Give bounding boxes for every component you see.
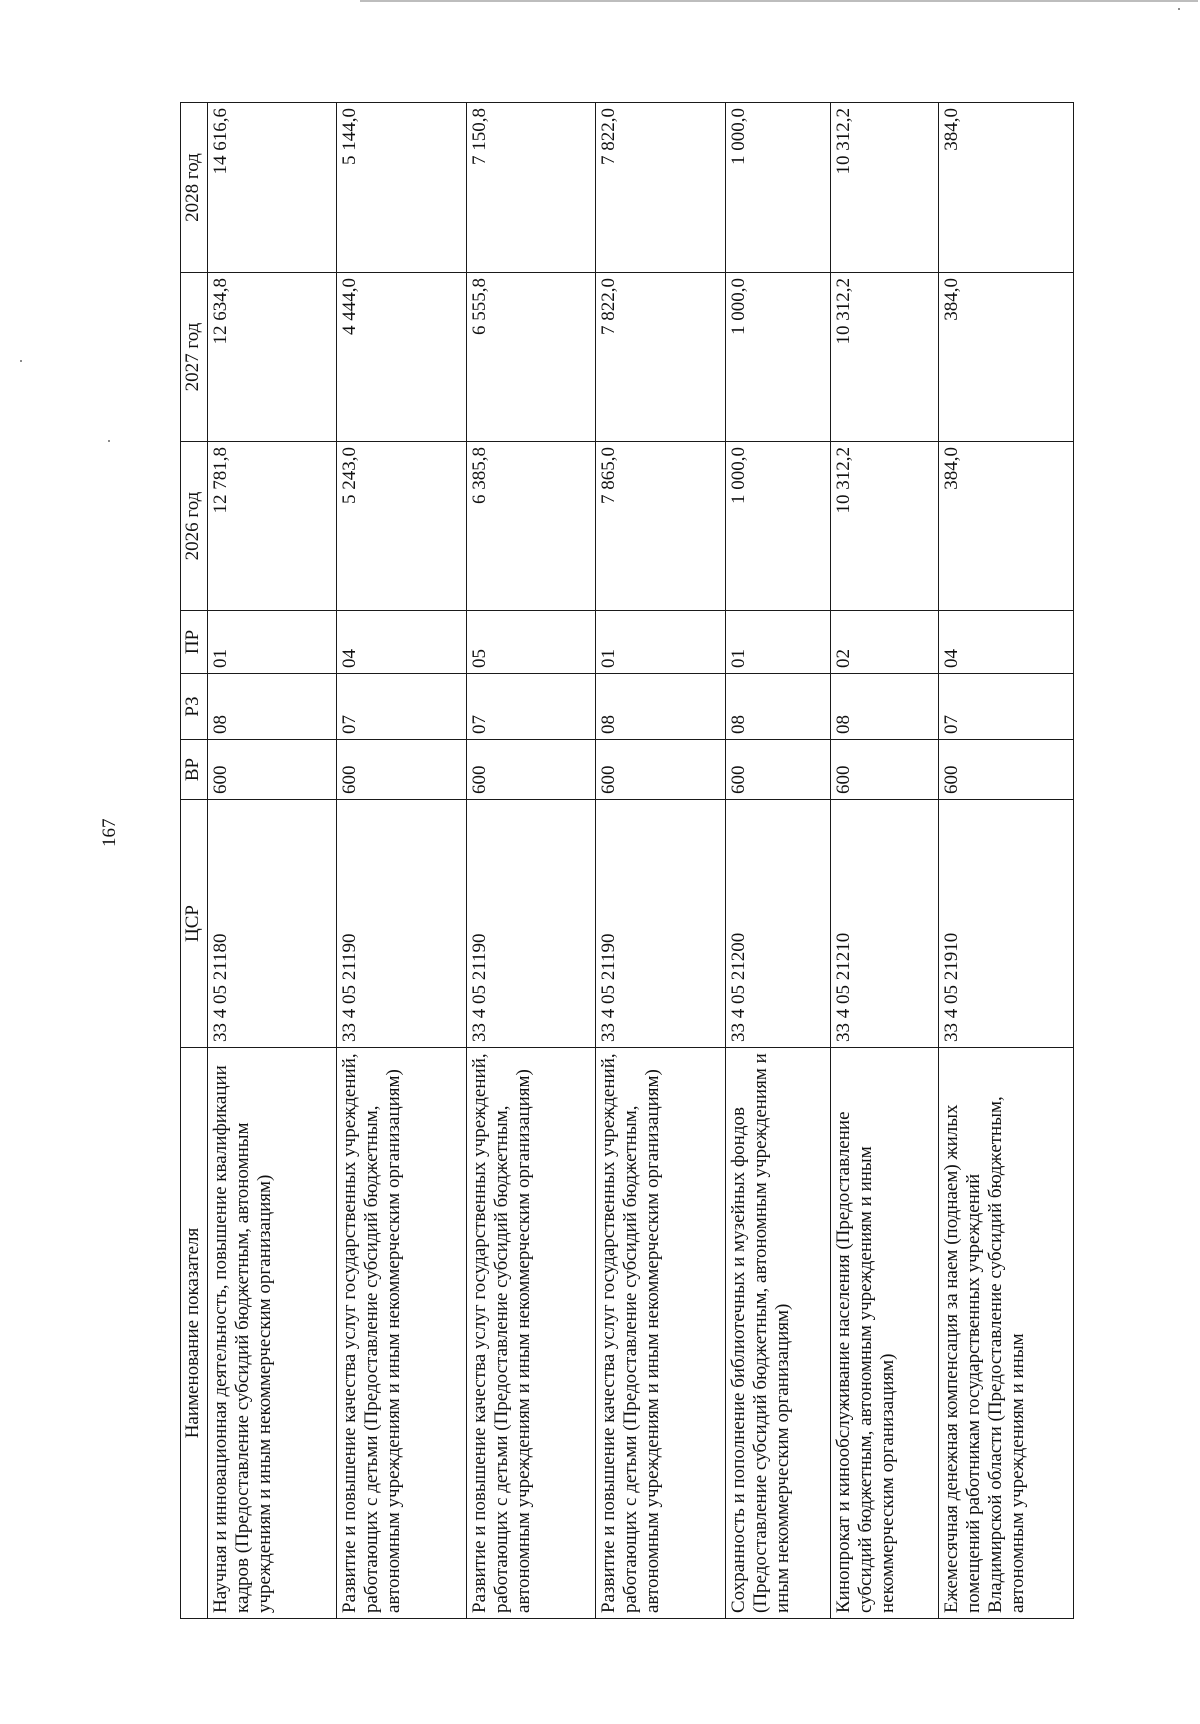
cell-2028: 384,0 <box>939 103 1074 273</box>
cell-2027: 10 312,2 <box>831 273 939 442</box>
table-row <box>595 103 725 1619</box>
cell-name: Кинопрокат и кинообслуживание населения (Предоставление субсидий бюджетным, автономным учреждениям и иным некоммерческим организациям) <box>831 1048 939 1619</box>
table-row <box>336 103 466 1619</box>
cell-vr: 600 <box>725 740 831 800</box>
cell-pr: 01 <box>725 611 831 674</box>
cell-pr: 04 <box>939 611 1074 674</box>
cell-2026: 384,0 <box>939 442 1074 611</box>
table-container <box>180 103 1074 1619</box>
cell-2026: 5 243,0 <box>336 442 466 611</box>
cell-vr: 600 <box>466 740 595 800</box>
cell-csr: 33 4 05 21210 <box>831 800 939 1048</box>
cell-2026: 10 312,2 <box>831 442 939 611</box>
cell-2027: 12 634,8 <box>208 273 337 442</box>
cell-name: Развитие и повышение качества услуг государственных учреждений, работающих с детьми (Предоставление субсидий бюджетным, автономным учреждениям и иным некоммерческим организациям) <box>595 1048 725 1619</box>
header-csr: ЦСР <box>181 800 208 1048</box>
cell-rz: 08 <box>725 674 831 740</box>
cell-csr: 33 4 05 21190 <box>595 800 725 1048</box>
header-2027: 2027 год <box>181 273 208 442</box>
table-header-row <box>181 103 208 1619</box>
cell-2028: 10 312,2 <box>831 103 939 273</box>
cell-name: Научная и инновационная деятельность, повышение квалификации кадров (Предоставление субсидий бюджетным, автономным учреждениям и иным некоммерческим организациям) <box>208 1048 337 1619</box>
header-pr: ПР <box>181 611 208 674</box>
cell-name: Ежемесячная денежная компенсация за наем (поднаем) жилых помещений работникам государственных учреждений Владимирской области (Предоставление субсидий бюджетным, автономным учреждениям и иным <box>939 1048 1074 1619</box>
scan-speck <box>1178 8 1180 10</box>
cell-vr: 600 <box>595 740 725 800</box>
cell-2026: 1 000,0 <box>725 442 831 611</box>
cell-vr: 600 <box>208 740 337 800</box>
header-name: Наименование показателя <box>181 1048 208 1619</box>
cell-rz: 08 <box>208 674 337 740</box>
cell-2028: 14 616,6 <box>208 103 337 273</box>
cell-2026: 6 385,8 <box>466 442 595 611</box>
cell-csr: 33 4 05 21190 <box>336 800 466 1048</box>
cell-csr: 33 4 05 21910 <box>939 800 1074 1048</box>
cell-pr: 05 <box>466 611 595 674</box>
budget-table <box>180 102 1074 1619</box>
table-row <box>466 103 595 1619</box>
cell-pr: 02 <box>831 611 939 674</box>
scan-speck <box>108 440 110 442</box>
table-row <box>831 103 939 1619</box>
cell-rz: 07 <box>466 674 595 740</box>
scan-speck <box>20 360 22 362</box>
table-row <box>208 103 337 1619</box>
cell-rz: 08 <box>831 674 939 740</box>
cell-2027: 1 000,0 <box>725 273 831 442</box>
cell-vr: 600 <box>831 740 939 800</box>
cell-pr: 01 <box>595 611 725 674</box>
cell-csr: 33 4 05 21200 <box>725 800 831 1048</box>
cell-2028: 7 822,0 <box>595 103 725 273</box>
cell-pr: 01 <box>208 611 337 674</box>
header-2028: 2028 год <box>181 103 208 273</box>
page-number: 167 <box>99 818 120 847</box>
cell-rz: 07 <box>336 674 466 740</box>
table-row <box>725 103 831 1619</box>
cell-rz: 08 <box>595 674 725 740</box>
cell-csr: 33 4 05 21190 <box>466 800 595 1048</box>
cell-name: Развитие и повышение качества услуг государственных учреждений, работающих с детьми (Предоставление субсидий бюджетным, автономным учреждениям и иным некоммерческим организациям) <box>466 1048 595 1619</box>
cell-2027: 6 555,8 <box>466 273 595 442</box>
cell-2027: 384,0 <box>939 273 1074 442</box>
scan-edge-line <box>360 0 1198 2</box>
header-vr: ВР <box>181 740 208 800</box>
cell-vr: 600 <box>939 740 1074 800</box>
cell-2027: 4 444,0 <box>336 273 466 442</box>
header-rz: РЗ <box>181 674 208 740</box>
cell-rz: 07 <box>939 674 1074 740</box>
cell-2028: 1 000,0 <box>725 103 831 273</box>
cell-2027: 7 822,0 <box>595 273 725 442</box>
cell-name: Сохранность и пополнение библиотечных и музейных фондов (Предоставление субсидий бюджетным, автономным учреждениям и иным некоммерческим организациям) <box>725 1048 831 1619</box>
cell-pr: 04 <box>336 611 466 674</box>
cell-2028: 7 150,8 <box>466 103 595 273</box>
cell-csr: 33 4 05 21180 <box>208 800 337 1048</box>
cell-2028: 5 144,0 <box>336 103 466 273</box>
header-2026: 2026 год <box>181 442 208 611</box>
table-row <box>939 103 1074 1619</box>
cell-2026: 12 781,8 <box>208 442 337 611</box>
cell-2026: 7 865,0 <box>595 442 725 611</box>
cell-name: Развитие и повышение качества услуг государственных учреждений, работающих с детьми (Предоставление субсидий бюджетным, автономным учреждениям и иным некоммерческим организациям) <box>336 1048 466 1619</box>
cell-vr: 600 <box>336 740 466 800</box>
